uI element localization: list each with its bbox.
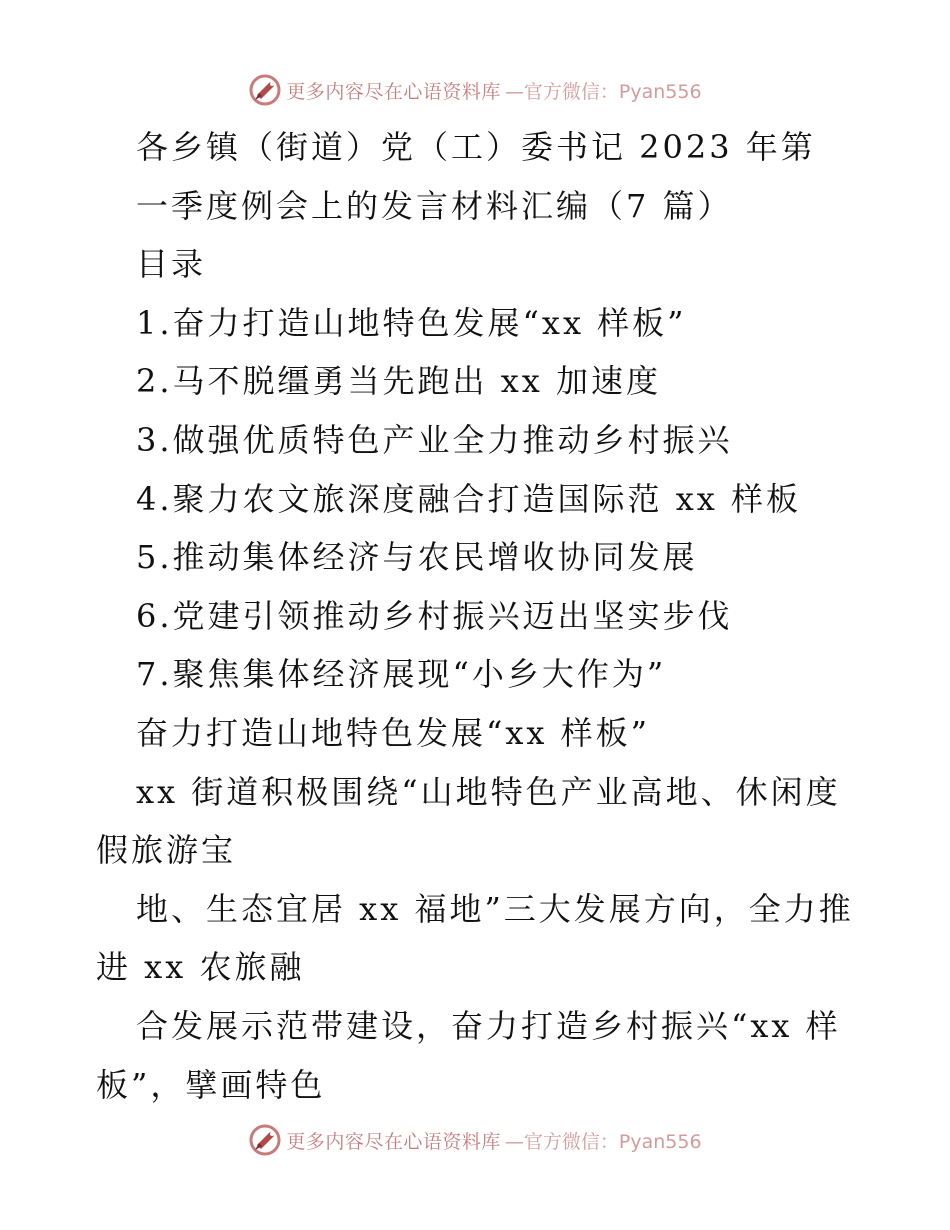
watermark-text: 更多内容尽在心语资料库 — [286, 80, 501, 103]
toc-item: 2.马不脱缰勇当先跑出 xx 加速度 — [136, 362, 661, 401]
toc-item: 4.聚力农文旅深度融合打造国际范 xx 样板 — [136, 479, 801, 518]
doc-title-line-2: 一季度例会上的发言材料汇编（7 篇） — [136, 186, 733, 225]
body-line: 地、生态宜居 xx 福地”三大发展方向，全力推 — [136, 889, 854, 928]
brand-logo-icon — [248, 1123, 282, 1157]
body-line: xx 街道积极围绕“山地特色产业高地、休闲度 — [136, 772, 841, 811]
body-line: 板”，擘画特色 — [96, 1065, 326, 1104]
toc-item: 3.做强优质特色产业全力推动乡村振兴 — [136, 420, 733, 459]
watermark-contact: —官方微信：Pyan556 — [504, 1130, 702, 1153]
body-line: 进 xx 农旅融 — [96, 948, 305, 987]
watermark-contact: —官方微信：Pyan556 — [504, 80, 702, 103]
doc-title-line-1: 各乡镇（街道）党（工）委书记 2023 年第 — [136, 128, 816, 166]
toc-item: 6.党建引领推动乡村振兴迈出坚实步伐 — [136, 596, 733, 635]
toc-heading: 目录 — [136, 245, 207, 284]
body-line: 假旅游宝 — [96, 831, 237, 870]
brand-logo-icon — [248, 73, 282, 107]
body-line: 合发展示范带建设，奋力打造乡村振兴“xx 样 — [136, 1006, 841, 1045]
section-title: 奋力打造山地特色发展“xx 样板” — [136, 713, 650, 752]
toc-item: 1.奋力打造山地特色发展“xx 样板” — [136, 303, 687, 342]
watermark-header — [0, 72, 950, 108]
toc-item: 7.聚焦集体经济展现“小乡大作为” — [136, 655, 667, 694]
document-body — [96, 118, 856, 1114]
watermark-footer — [0, 1122, 950, 1158]
watermark-text: 更多内容尽在心语资料库 — [286, 1130, 501, 1153]
toc-item: 5.推动集体经济与农民增收协同发展 — [136, 538, 698, 577]
